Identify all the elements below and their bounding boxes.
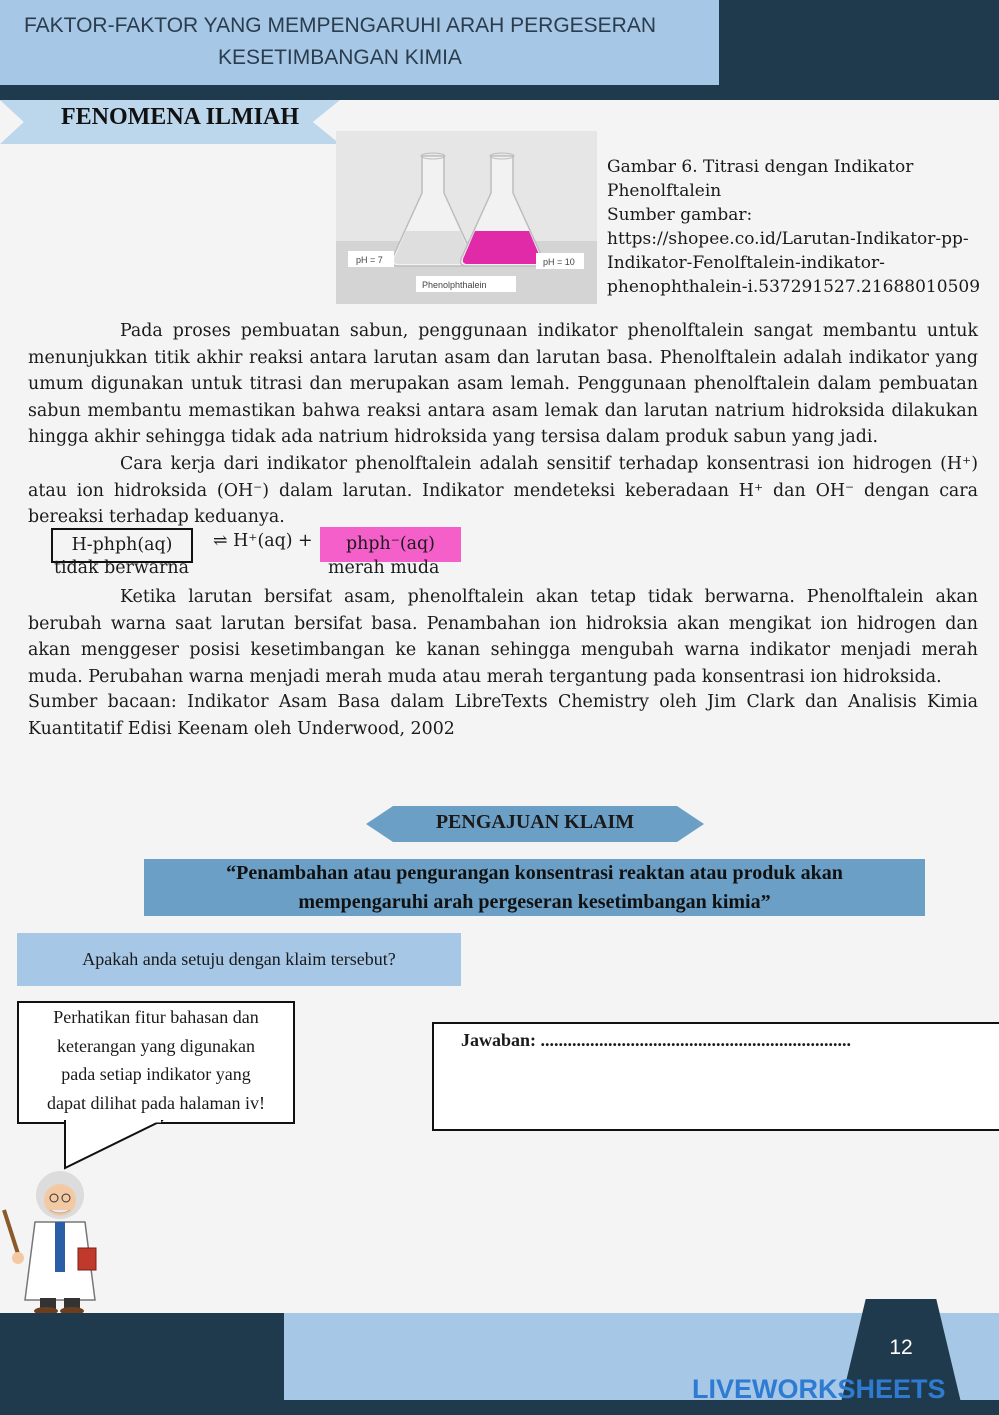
page-number: 12 bbox=[889, 1336, 913, 1359]
header-title-line1: FAKTOR-FAKTOR YANG MEMPENGARUHI ARAH PERGESERAN bbox=[23, 14, 657, 37]
claim-line: “Penambahan atau pengurangan konsentrasi reaktan atau produk akan bbox=[226, 862, 843, 884]
header-title-line2: KESETIMBANGAN KIMIA bbox=[218, 46, 462, 69]
caption-link: phenophthalein-i.537291527.21688010509 bbox=[607, 277, 981, 297]
caption-link: https://shopee.co.id/Larutan-Indikator-pp- bbox=[607, 229, 969, 249]
product-color-label: merah muda bbox=[328, 558, 440, 578]
answer-label: Jawaban: ..................................................................... bbox=[461, 1030, 852, 1050]
bubble-line: keterangan yang digunakan bbox=[57, 1035, 255, 1056]
flask-photo bbox=[336, 131, 597, 304]
paragraph-3-text: Ketika larutan bersifat asam, phenolftalein akan tetap tidak berwarna. Phenolftalein akan berubah warna saat larutan bersifat basa. Penambahan ion hidroksia akan mengikat ion hidrogen dan akan menggeser posisi kesetimbangan ke kanan sehingga mengubah warna indikator menjadi merah muda. Perubahan warna menjadi merah muda atau merah tergantung pada konsentrasi ion hidroksida. bbox=[28, 587, 978, 687]
paragraph-2 bbox=[28, 451, 978, 531]
liveworksheets-logo[interactable] bbox=[692, 1374, 946, 1405]
caption-line: Gambar 6. Titrasi dengan Indikator bbox=[607, 157, 914, 177]
caption-line: Sumber gambar: bbox=[607, 205, 753, 225]
reactant-color-label: tidak berwarna bbox=[54, 558, 189, 578]
claim-statement bbox=[144, 859, 925, 916]
paragraph-1-text: Pada proses pembuatan sabun, penggunaan indikator phenolftalein sangat membantu untuk menunjukkan titik akhir reaksi antara larutan asam dan larutan basa. Phenolftalein adalah indikator yang umum digunakan untuk titrasi dan merupakan asam lemah. Penggunaan phenolftalein dalam pembuatan sabun membantu memastikan bahwa reaksi antara asam lemak dan larutan natrium hidroksida dilakukan hingga akhir sehingga tidak ada natrium hidroksida yang tersisa dalam produk sabun yang jadi. bbox=[28, 321, 978, 447]
logo-text: LIVEWORKSHEETS bbox=[692, 1374, 946, 1404]
section-title: FENOMENA ILMIAH bbox=[60, 104, 299, 130]
caption-line: Phenolftalein bbox=[607, 181, 722, 201]
bubble-line: pada setiap indikator yang bbox=[61, 1064, 251, 1084]
bubble-line: dapat dilihat pada halaman iv! bbox=[47, 1092, 265, 1113]
paragraph-3 bbox=[28, 584, 978, 690]
equation-arrow: ⇌ H⁺(aq) + bbox=[213, 531, 313, 551]
paragraph-2-text: Cara kerja dari indikator phenolftalein adalah sensitif terhadap konsentrasi ion hidrogen (H⁺) atau ion hidroksida (OH⁻) dalam larutan. Indikator mendeteksi keberadaan H⁺ dan OH⁻ dengan cara bereaksi terhadap keduanya. bbox=[28, 454, 978, 527]
caption-link: Indikator-Fenolftalein-indikator- bbox=[607, 253, 885, 273]
label-phenolphthalein: Phenolphthalein bbox=[422, 280, 487, 290]
claim-section-title: PENGAJUAN KLAIM bbox=[435, 811, 635, 833]
equation-product: phph⁻(aq) bbox=[320, 527, 461, 562]
agree-question: Apakah anda setuju dengan klaim tersebut? bbox=[17, 933, 461, 986]
equation-reactant: H-phph(aq) bbox=[51, 528, 193, 563]
header-title-box bbox=[0, 0, 719, 85]
scientist-mascot bbox=[0, 1160, 110, 1315]
label-ph10: pH = 10 bbox=[543, 257, 575, 267]
claim-line: mempengaruhi arah pergeseran kesetimbangan kimia” bbox=[298, 891, 771, 913]
figure-caption bbox=[607, 155, 997, 299]
paragraph-1 bbox=[28, 318, 978, 451]
speech-bubble bbox=[17, 1001, 295, 1124]
bubble-line: Perhatikan fitur bahasan dan bbox=[53, 1007, 259, 1027]
flask-illustration bbox=[336, 131, 597, 304]
label-ph7: pH = 7 bbox=[356, 255, 383, 265]
source-reference: Sumber bacaan: Indikator Asam Basa dalam LibreTexts Chemistry oleh Jim Clark dan Analisis Kimia Kuantitatif Edisi Keenam oleh Underwood, 2002 bbox=[28, 692, 978, 739]
